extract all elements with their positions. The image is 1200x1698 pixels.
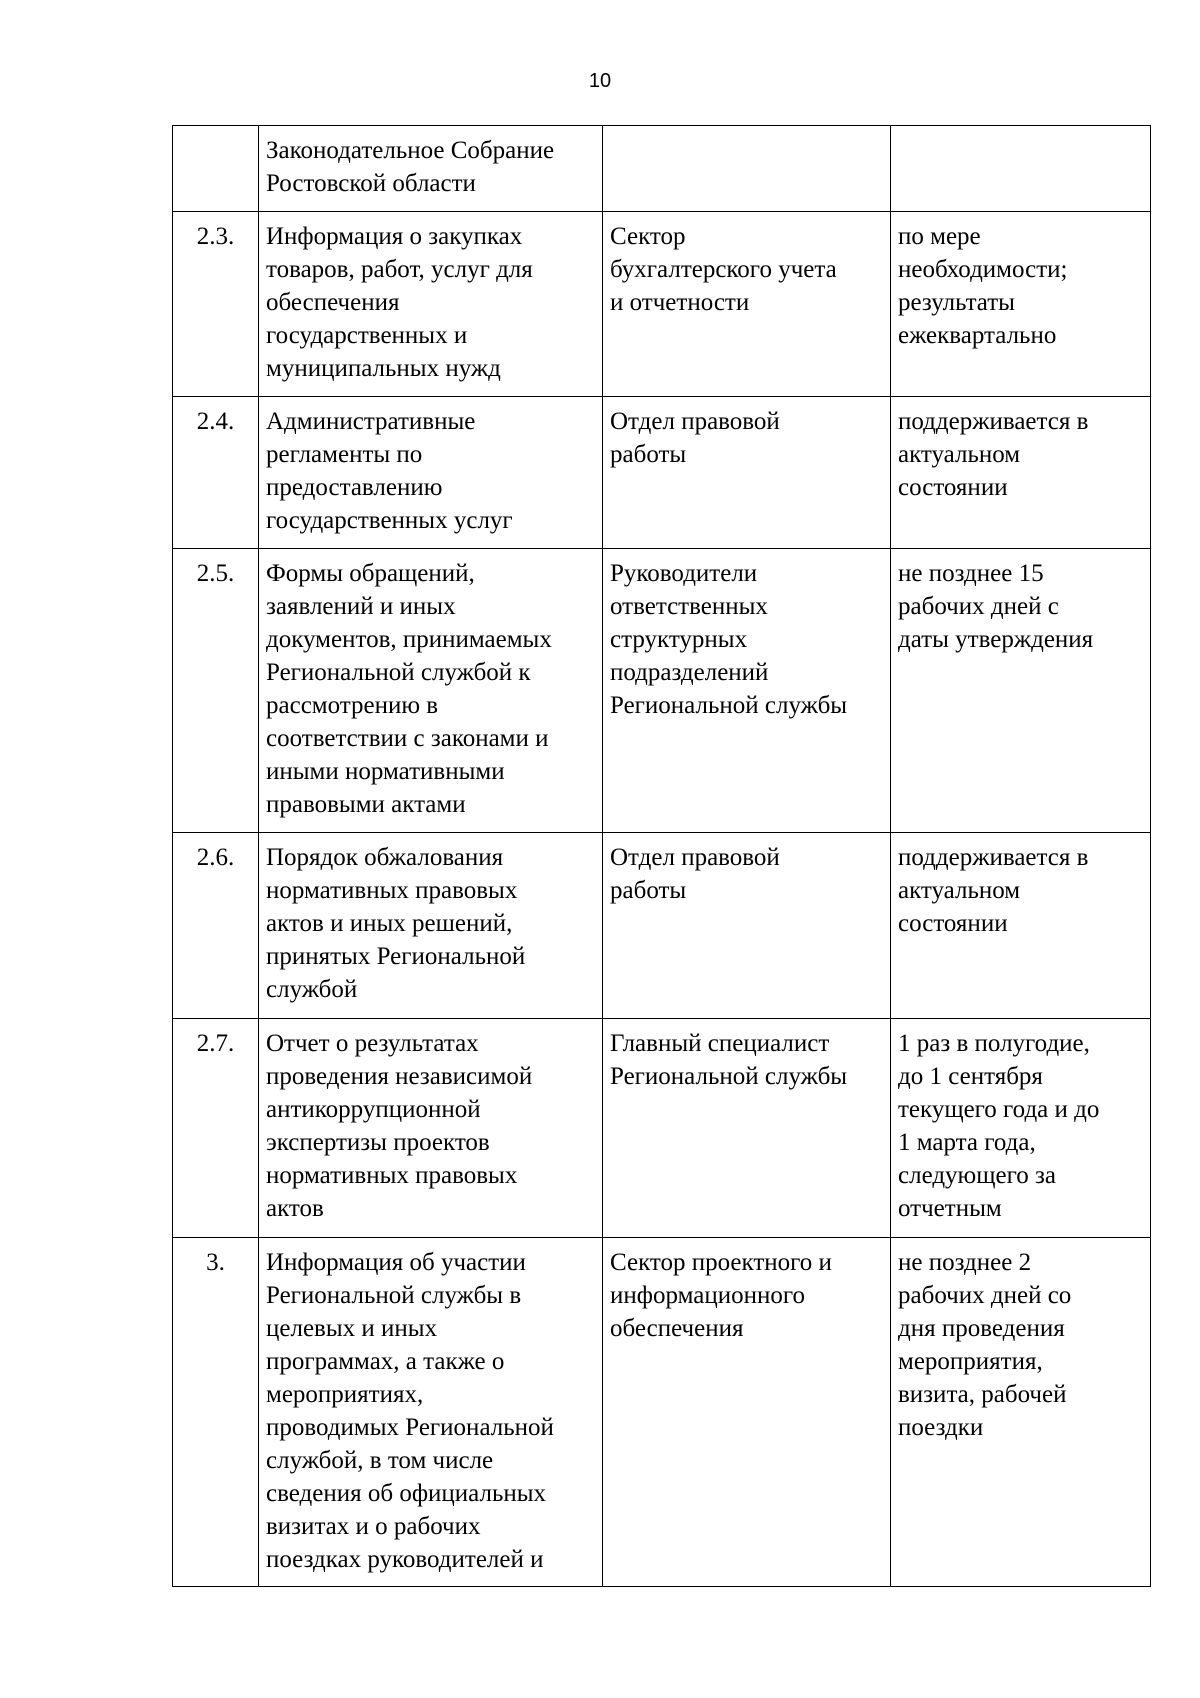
responsible-cell: Сектор проектного и информационного обеспечения <box>603 1238 891 1587</box>
page-number: 10 <box>588 70 612 92</box>
row-number-cell: 2.7. <box>173 1019 259 1238</box>
information-table <box>172 125 1151 1587</box>
responsible-cell: Руководители ответственных структурных подразделений Региональной службы <box>603 549 891 833</box>
responsible-cell: Сектор бухгалтерского учета и отчетности <box>603 212 891 397</box>
item-name-cell: Отчет о результатах проведения независимой антикоррупционной экспертизы проектов нормативных правовых актов <box>259 1019 603 1238</box>
responsible-cell: Отдел правовой работы <box>603 833 891 1019</box>
deadline-cell: поддерживается в актуальном состоянии <box>891 397 1151 549</box>
table-row <box>173 549 1151 833</box>
table-row <box>173 833 1151 1019</box>
deadline-cell <box>891 126 1151 212</box>
row-number-cell: 2.4. <box>173 397 259 549</box>
responsible-cell: Отдел правовой работы <box>603 397 891 549</box>
table-row <box>173 1238 1151 1587</box>
responsible-cell: Главный специалист Региональной службы <box>603 1019 891 1238</box>
table-row <box>173 212 1151 397</box>
table-row <box>173 126 1151 212</box>
deadline-cell: поддерживается в актуальном состоянии <box>891 833 1151 1019</box>
deadline-cell: по мере необходимости; результаты ежеквартально <box>891 212 1151 397</box>
deadline-cell: 1 раз в полугодие, до 1 сентября текущего года и до 1 марта года, следующего за отчетным <box>891 1019 1151 1238</box>
item-name-cell: Информация об участии Региональной службы в целевых и иных программах, а также о мероприятиях, проводимых Региональной службой, в том числе сведения об официальных визитах и о рабочих поездках руководителей и <box>259 1238 603 1587</box>
table-row <box>173 397 1151 549</box>
item-name-cell: Информация о закупках товаров, работ, услуг для обеспечения государственных и муниципальных нужд <box>259 212 603 397</box>
row-number-cell: 2.3. <box>173 212 259 397</box>
table-row <box>173 1019 1151 1238</box>
row-number-cell <box>173 126 259 212</box>
item-name-cell: Порядок обжалования нормативных правовых актов и иных решений, принятых Региональной службой <box>259 833 603 1019</box>
item-name-cell: Административные регламенты по предоставлению государственных услуг <box>259 397 603 549</box>
responsible-cell <box>603 126 891 212</box>
deadline-cell: не позднее 15 рабочих дней с даты утверждения <box>891 549 1151 833</box>
row-number-cell: 2.6. <box>173 833 259 1019</box>
item-name-cell: Формы обращений, заявлений и иных документов, принимаемых Региональной службой к рассмотрению в соответствии с законами и иными нормативными правовыми актами <box>259 549 603 833</box>
row-number-cell: 3. <box>173 1238 259 1587</box>
item-name-cell: Законодательное Собрание Ростовской области <box>259 126 603 212</box>
row-number-cell: 2.5. <box>173 549 259 833</box>
deadline-cell: не позднее 2 рабочих дней со дня проведения мероприятия, визита, рабочей поездки <box>891 1238 1151 1587</box>
